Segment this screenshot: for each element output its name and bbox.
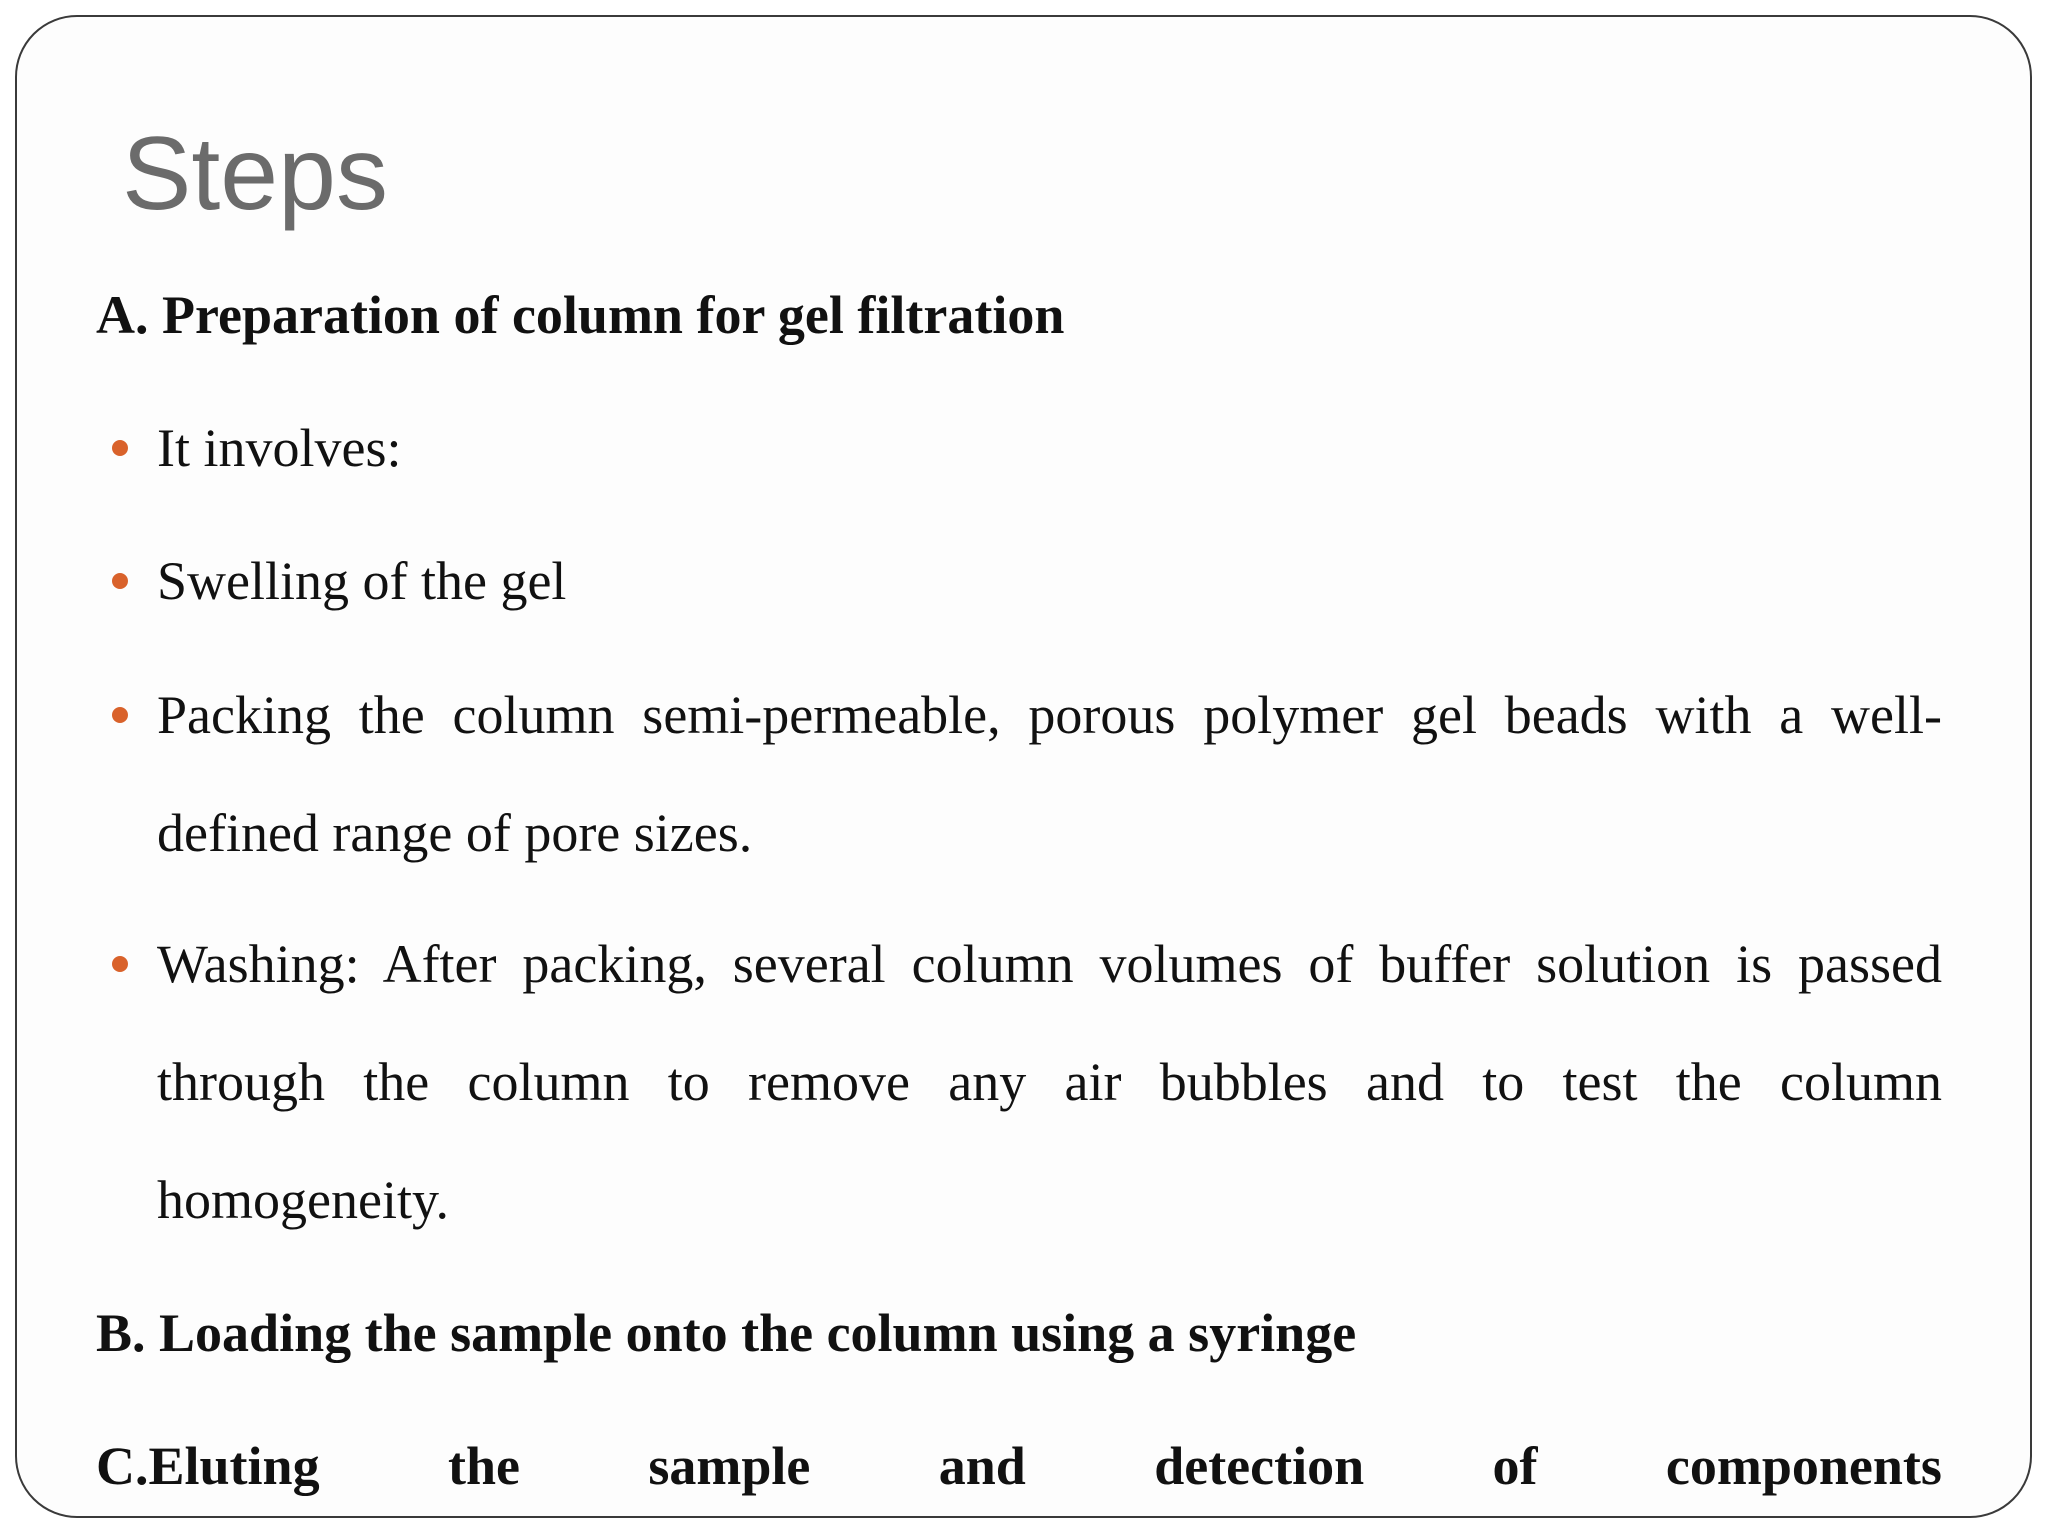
section-c-word: of xyxy=(1492,1436,1538,1496)
section-c-word: components xyxy=(1665,1436,1942,1496)
section-c-word: detection xyxy=(1154,1436,1365,1496)
bullet-icon xyxy=(112,956,128,972)
bullet-text: Washing: After packing, several column volumes of buffer solution is passed through the column to remove any air bubbles and to test the column homogeneity. xyxy=(157,934,1942,1230)
bullet-text: It involves: xyxy=(157,418,402,478)
bullet-item-washing xyxy=(96,905,1942,1259)
bullet-icon xyxy=(112,707,128,723)
bullet-text: Packing the column semi-permeable, porous polymer gel beads with a well-defined range of pore sizes. xyxy=(157,685,1942,863)
bullet-text: Swelling of the gel xyxy=(157,551,567,611)
section-a-heading: A. Preparation of column for gel filtration xyxy=(96,285,1065,345)
section-c-word: and xyxy=(938,1436,1026,1496)
bullet-icon xyxy=(112,440,128,456)
section-c-word: C.Eluting xyxy=(96,1436,320,1496)
bullet-icon xyxy=(112,573,128,589)
section-c-word: sample xyxy=(648,1436,811,1496)
section-c-heading xyxy=(96,1426,1942,1506)
bullet-item-swelling xyxy=(96,522,1942,640)
bullet-item-packing xyxy=(96,656,1942,892)
section-c-word: the xyxy=(447,1436,520,1496)
bullet-item-involves xyxy=(96,389,1942,507)
slide-title: Steps xyxy=(122,116,388,232)
section-b-heading: B. Loading the sample onto the column using a syringe xyxy=(96,1303,1357,1363)
slide xyxy=(15,15,2032,1518)
